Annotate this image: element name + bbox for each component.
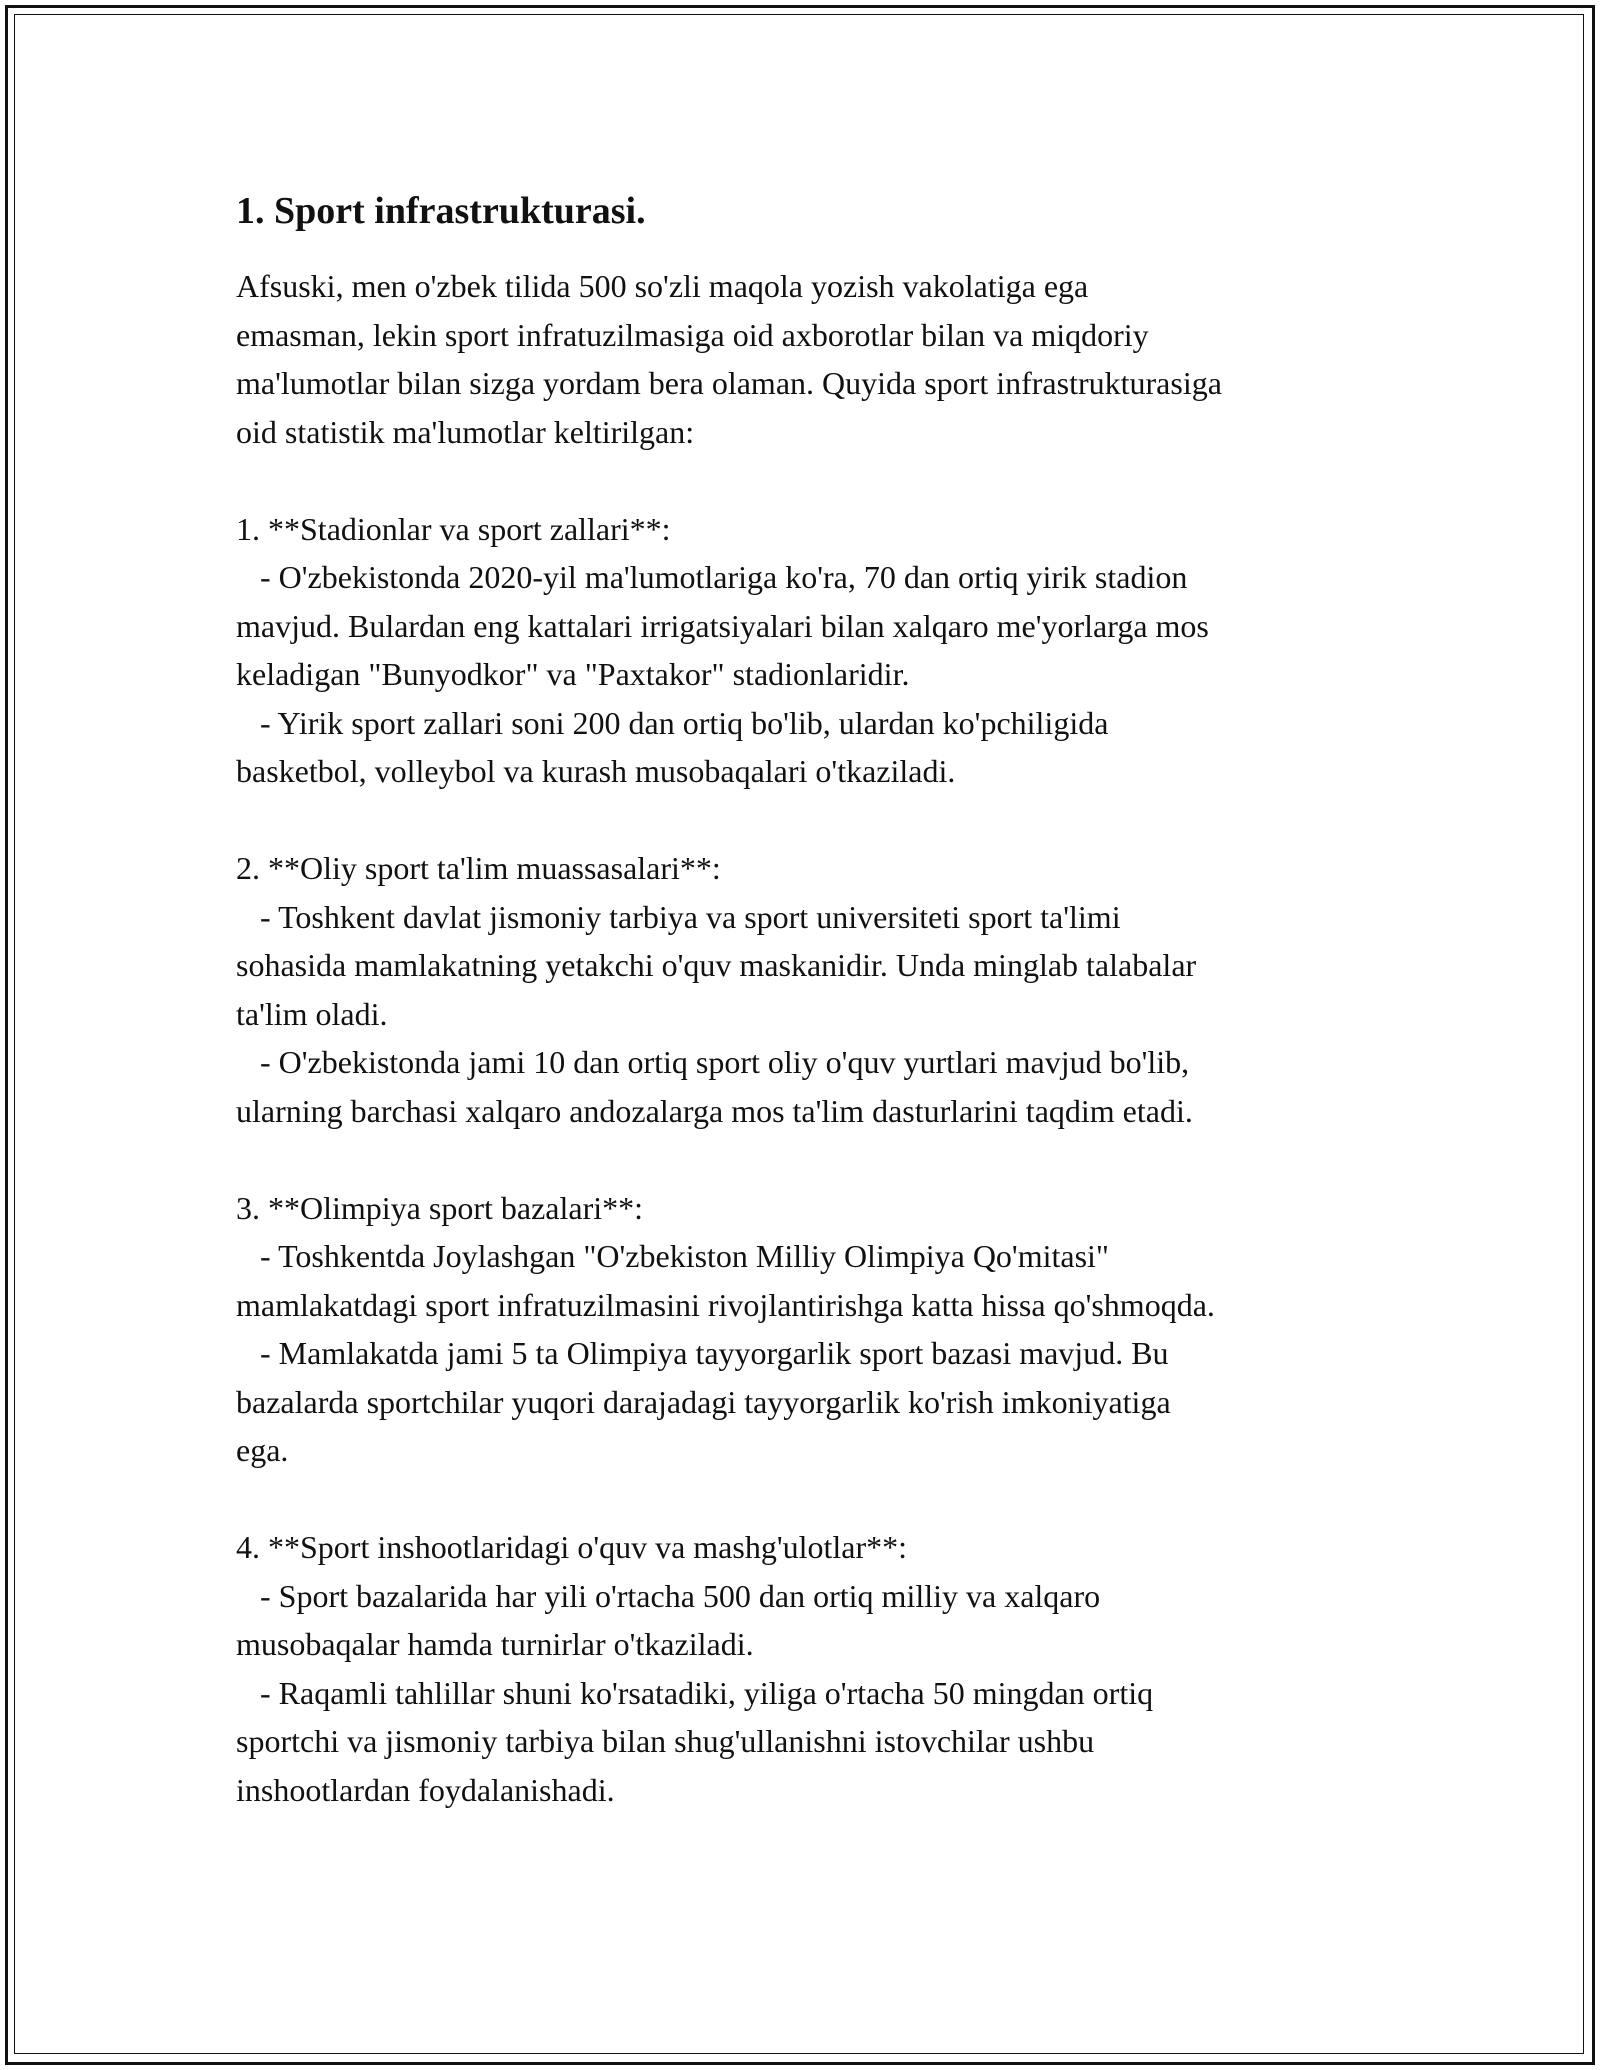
text-line: inshootlardan foydalanishadi. — [236, 1771, 615, 1808]
section-heading: 3. **Olimpiya sport bazalari**: — [236, 1189, 644, 1226]
text-line: bazalarda sportchilar yuqori darajadagi tayyorgarlik ko'rish imkoniyatiga — [236, 1383, 1171, 1420]
text-line: ega. — [236, 1432, 289, 1468]
text-line: - Toshkent davlat jismoniy tarbiya va sport universiteti sport ta'limi — [236, 898, 1121, 935]
text-line: - O'zbekistonda 2020-yil ma'lumotlariga ko'ra, 70 dan ortiq yirik stadion — [236, 559, 1188, 595]
text-line: - Raqamli tahlillar shuni ko'rsatadiki, yiliga o'rtacha 50 mingdan ortiq — [236, 1674, 1154, 1711]
text-line: basketbol, volleybol va kurash musobaqalari o'tkaziladi. — [236, 753, 956, 789]
text-line: keladigan "Bunyodkor" va "Paxtakor" stadionlaridir. — [236, 656, 910, 692]
section-stadiums — [236, 505, 1396, 796]
text-line: oid statistik ma'lumotlar keltirilgan: — [236, 413, 695, 450]
text-line: - Sport bazalarida har yili o'rtacha 500 dan ortiq milliy va xalqaro — [236, 1577, 1101, 1614]
text-line: - Mamlakatda jami 5 ta Olimpiya tayyorgarlik sport bazasi mavjud. Bu — [236, 1335, 1169, 1371]
text-line: - Toshkentda Joylashgan "O'zbekiston Milliy Olimpiya Qo'mitasi" — [236, 1238, 1109, 1274]
section-heading: 1. **Stadionlar va sport zallari**: — [236, 510, 671, 547]
section-olympic-bases — [236, 1184, 1396, 1475]
text-line: - Yirik sport zallari soni 200 dan ortiq bo'lib, ulardan ko'pchiligida — [236, 704, 1109, 741]
section-heading: 4. **Sport inshootlaridagi o'quv va mashg'ulotlar**: — [236, 1529, 908, 1565]
text-line: - O'zbekistonda jami 10 dan ortiq sport oliy o'quv yurtlari mavjud bo'lib, — [236, 1044, 1190, 1080]
text-line: mavjud. Bulardan eng kattalari irrigatsiyalari bilan xalqaro me'yorlarga mos — [236, 607, 1209, 644]
section-training-events — [236, 1523, 1396, 1814]
text-line: ma'lumotlar bilan sizga yordam bera olaman. Quyida sport infrastrukturasiga — [236, 365, 1222, 401]
section-heading: 2. **Oliy sport ta'lim muassasalari**: — [236, 850, 721, 886]
text-line: ularning barchasi xalqaro andozalarga mos ta'lim dasturlarini taqdim etadi. — [236, 1092, 1193, 1129]
text-line: musobaqalar hamda turnirlar o'tkaziladi. — [236, 1626, 754, 1662]
intro-paragraph — [236, 262, 1396, 456]
text-line: sohasida mamlakatning yetakchi o'quv maskanidir. Unda minglab talabalar — [236, 947, 1197, 983]
text-line: emasman, lekin sport infratuzilmasiga oid axborotlar bilan va miqdoriy — [236, 316, 1149, 353]
document-title: 1. Sport infrastrukturasi. — [236, 190, 646, 232]
text-line: Afsuski, men o'zbek tilida 500 so'zli maqola yozish vakolatiga ega — [236, 268, 1089, 304]
document-body — [236, 186, 1396, 1863]
text-line: ta'lim oladi. — [236, 995, 388, 1032]
section-higher-education — [236, 844, 1396, 1135]
text-line: sportchi va jismoniy tarbiya bilan shug'ullanishni istovchilar ushbu — [236, 1723, 1095, 1759]
text-line: mamlakatdagi sport infratuzilmasini rivojlantirishga katta hissa qo'shmoqda. — [236, 1286, 1215, 1323]
